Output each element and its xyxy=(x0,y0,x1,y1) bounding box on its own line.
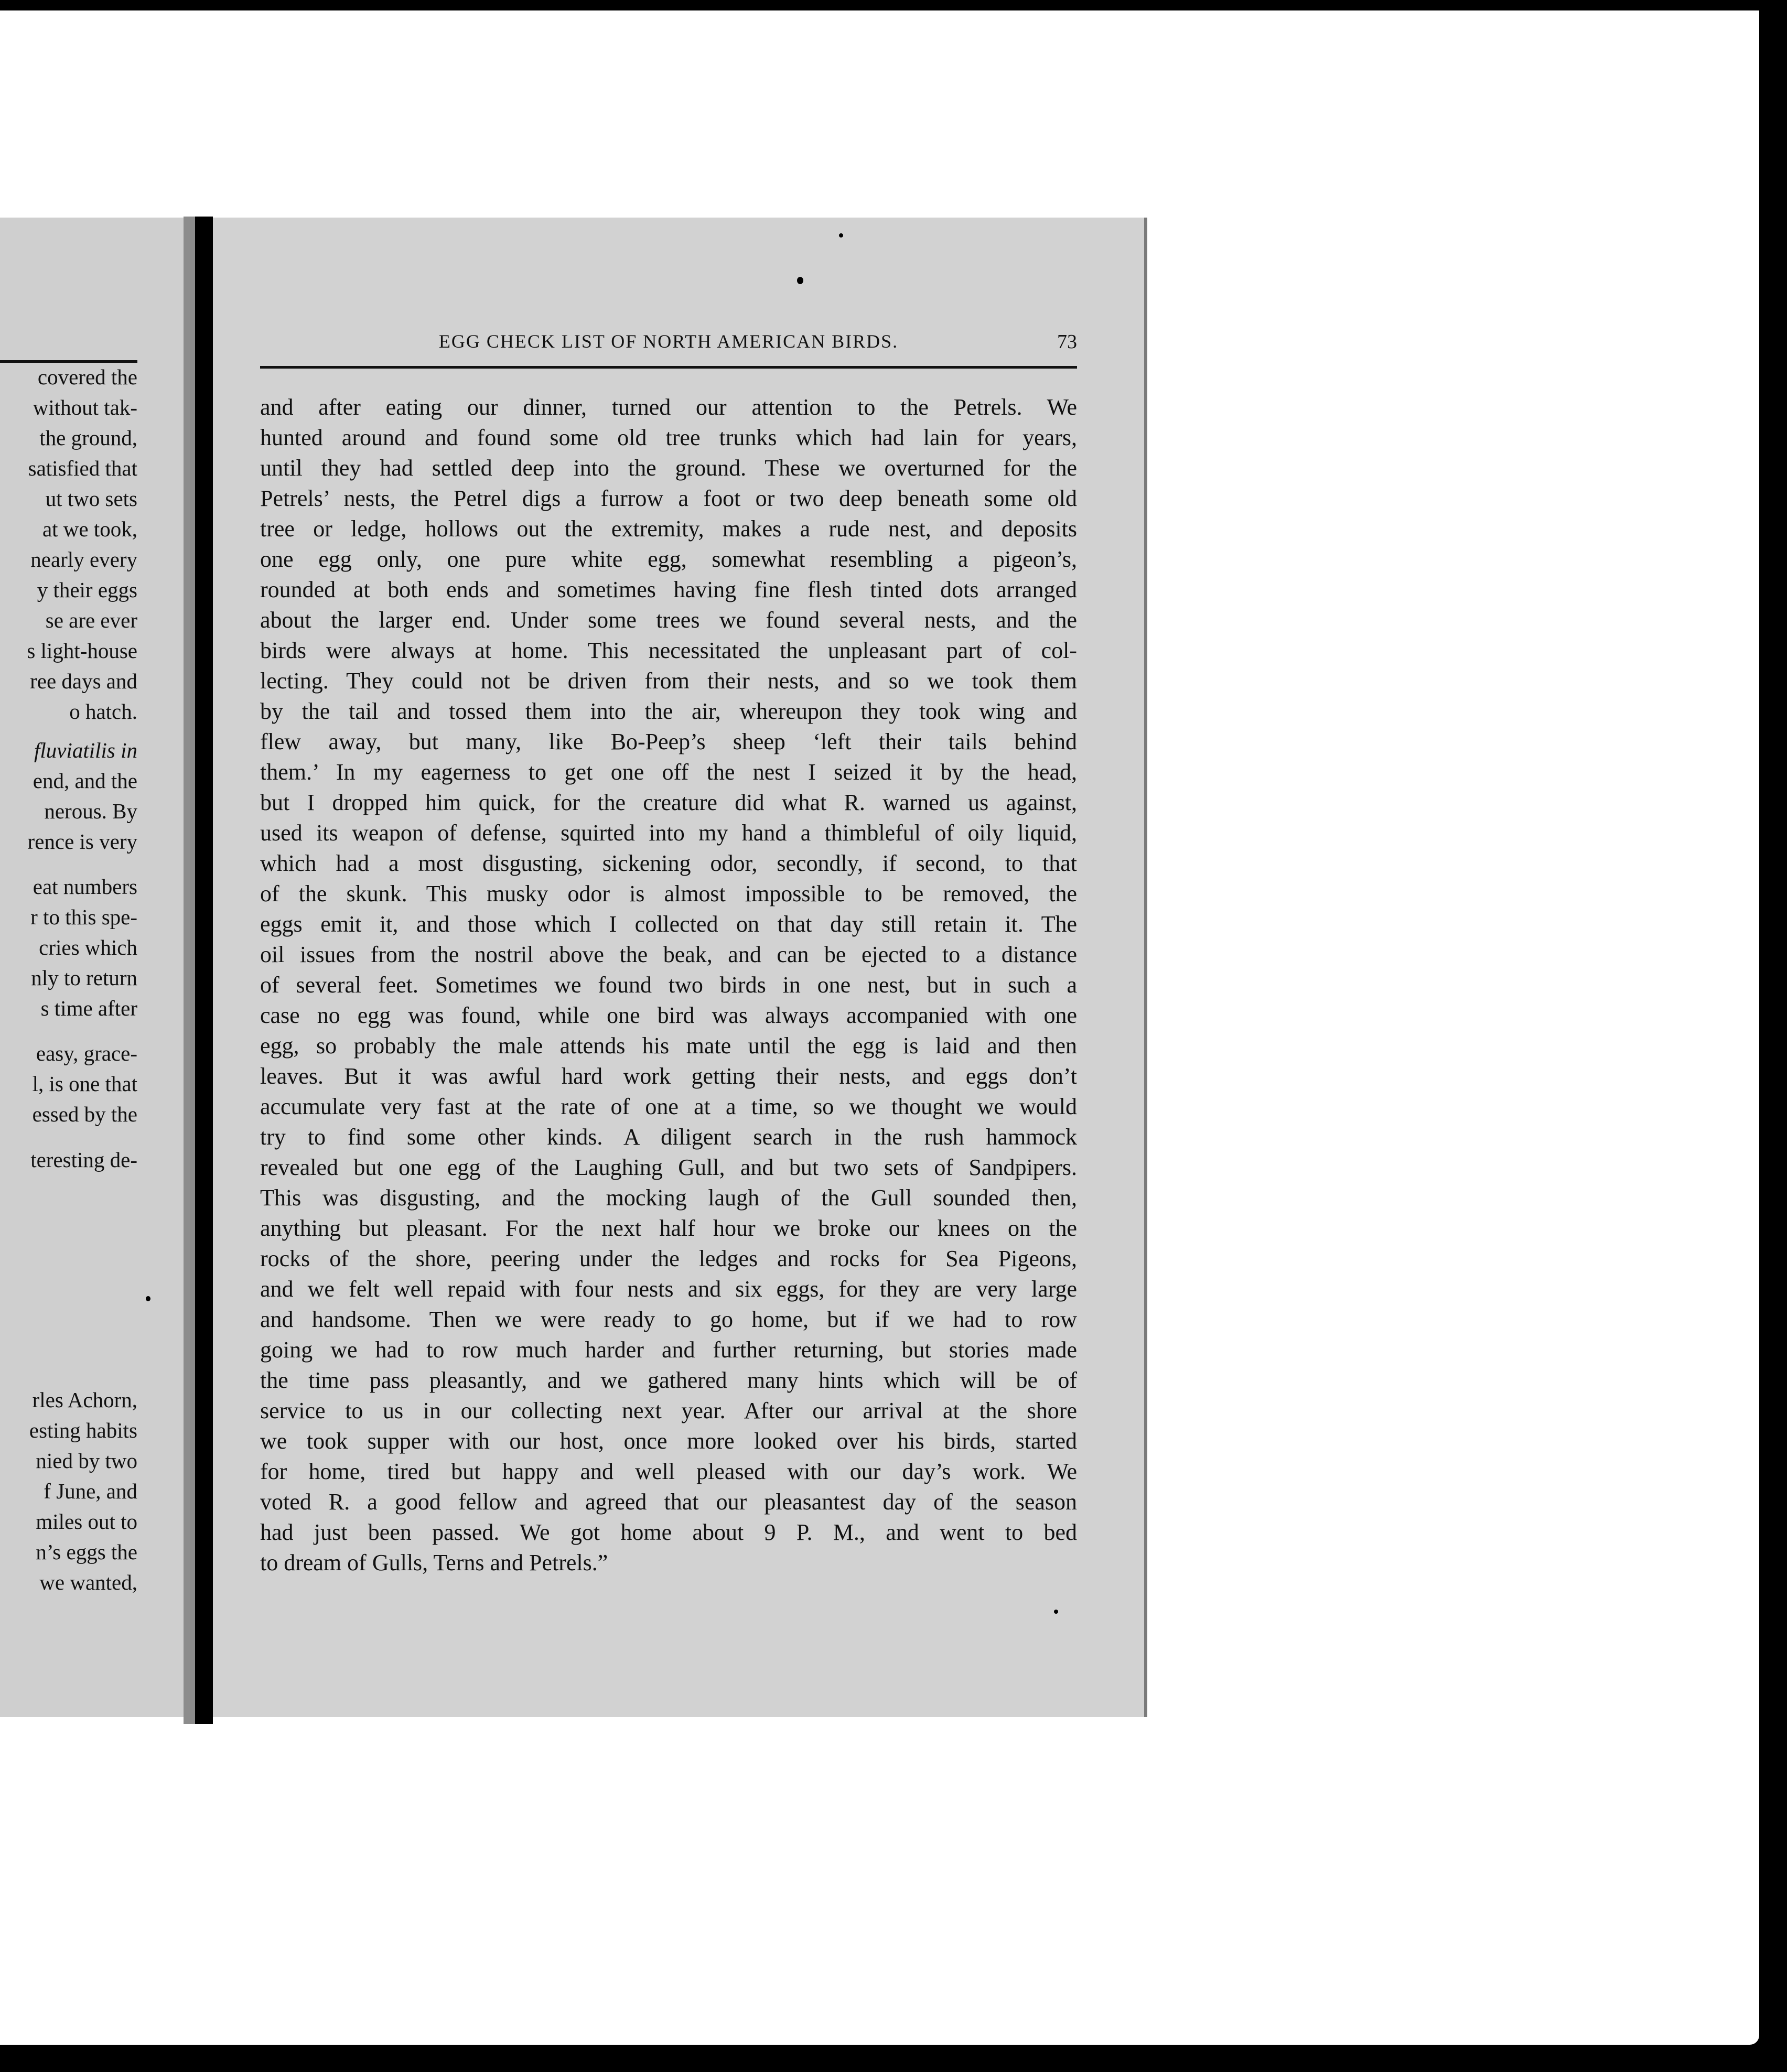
left-header-rule xyxy=(0,360,137,363)
left-page-fragment xyxy=(0,218,184,1717)
text-line: and we felt well repaid with four nests and six eggs, for they are very large xyxy=(260,1276,1077,1302)
left-text-fragment: satisfied that xyxy=(28,456,137,480)
left-text-fragment: easy, grace- xyxy=(36,1041,137,1065)
text-line: by the tail and tossed them into the air, whereupon they took wing and xyxy=(260,698,1077,724)
text-line: eggs emit it, and those which I collected on that day still retain it. The xyxy=(260,911,1077,937)
text-line: try to find some other kinds. A diligent search in the rush hammock xyxy=(260,1124,1077,1150)
left-text-fragment: y their eggs xyxy=(37,578,137,602)
text-line: and after eating our dinner, turned our attention to the Petrels. We xyxy=(260,394,1077,420)
left-text-fragment: rence is very xyxy=(27,829,137,854)
left-text-fragment: miles out to xyxy=(36,1509,137,1534)
right-page xyxy=(213,218,1147,1717)
left-text-fragment: fluviatilis in xyxy=(34,738,137,762)
text-line: case no egg was found, while one bird was always accompanied with one xyxy=(260,1002,1077,1028)
scan-speck xyxy=(949,2059,961,2067)
text-line: leaves. But it was awful hard work getting their nests, and eggs don’t xyxy=(260,1063,1077,1089)
left-text-fragment: cries which xyxy=(39,935,137,959)
left-text-fragment: nied by two xyxy=(36,1449,137,1473)
text-line: we took supper with our host, once more looked over his birds, started xyxy=(260,1428,1077,1454)
text-line: accumulate very fast at the rate of one at a time, so we thought we would xyxy=(260,1094,1077,1119)
text-line: lecting. They could not be driven from their nests, and so we took them xyxy=(260,668,1077,694)
body-text xyxy=(260,392,1077,1578)
left-text-fragment: f June, and xyxy=(44,1479,137,1503)
left-text-fragment: teresting de- xyxy=(30,1148,137,1172)
scan-speck xyxy=(1054,1610,1058,1614)
text-line: anything but pleasant. For the next half hour we broke our knees on the xyxy=(260,1215,1077,1241)
text-line: until they had settled deep into the ground. These we overturned for the xyxy=(260,455,1077,481)
page-header xyxy=(260,330,1077,362)
left-text-fragment: essed by the xyxy=(32,1102,137,1126)
text-line: of several feet. Sometimes we found two birds in one nest, but in such a xyxy=(260,972,1077,998)
text-line: voted R. a good fellow and agreed that our pleasantest day of the season xyxy=(260,1489,1077,1515)
left-text-fragment: ree days and xyxy=(30,669,137,693)
text-line: of the skunk. This musky odor is almost impossible to be removed, the xyxy=(260,881,1077,906)
running-head: EGG CHECK LIST OF NORTH AMERICAN BIRDS. xyxy=(438,331,899,352)
left-text-fragment: ut two sets xyxy=(45,487,137,511)
text-line: to dream of Gulls, Terns and Petrels.” xyxy=(260,1550,608,1575)
book-binding xyxy=(195,217,213,1724)
left-text-fragment: esting habits xyxy=(29,1418,137,1442)
text-line: which had a most disgusting, sickening odor, secondly, if second, to that xyxy=(260,850,1077,876)
scan-speck xyxy=(797,277,803,284)
text-line: for home, tired but happy and well pleased with our day’s work. We xyxy=(260,1459,1077,1484)
left-text-fragment: r to this spe- xyxy=(30,905,137,929)
text-line: and handsome. Then we were ready to go home, but if we had to row xyxy=(260,1307,1077,1332)
left-text-fragment: nerous. By xyxy=(44,799,137,823)
scan-speck xyxy=(970,2063,976,2068)
left-text-fragment: nly to return xyxy=(31,966,137,990)
text-line: Petrels’ nests, the Petrel digs a furrow a foot or two deep beneath some old xyxy=(260,485,1077,511)
text-line: the time pass pleasantly, and we gathered many hints which will be of xyxy=(260,1367,1077,1393)
text-line: them.’ In my eagerness to get one off the nest I seized it by the head, xyxy=(260,759,1077,785)
left-text-fragment: eat numbers xyxy=(33,875,137,899)
left-text-fragment: n’s eggs the xyxy=(36,1540,137,1564)
text-line: egg, so probably the male attends his mate until the egg is laid and then xyxy=(260,1033,1077,1059)
left-text-fragment: covered the xyxy=(37,365,137,389)
text-line: going we had to row much harder and further returning, but stories made xyxy=(260,1337,1077,1363)
left-text-fragment: o hatch. xyxy=(69,699,137,724)
left-text-fragment: without tak- xyxy=(33,395,137,419)
left-text-fragment: nearly every xyxy=(30,547,137,571)
scan-speck xyxy=(839,233,843,238)
text-line: tree or ledge, hollows out the extremity, makes a rude nest, and deposits xyxy=(260,516,1077,542)
left-text-fragment: the ground, xyxy=(39,426,137,450)
left-text-fragment: se are ever xyxy=(45,608,137,632)
binding-shadow xyxy=(184,217,195,1724)
text-line: about the larger end. Under some trees we found several nests, and the xyxy=(260,607,1077,633)
text-line: flew away, but many, like Bo-Peep’s sheep ‘left their tails behind xyxy=(260,729,1077,754)
left-text-fragment: we wanted, xyxy=(39,1570,137,1594)
left-text-fragment: s time after xyxy=(40,996,137,1020)
header-rule xyxy=(260,366,1077,369)
left-text-fragment: l, is one that xyxy=(32,1072,137,1096)
text-line: but I dropped him quick, for the creature did what R. warned us against, xyxy=(260,790,1077,815)
text-line: used its weapon of defense, squirted into my hand a thimbleful of oily liquid, xyxy=(260,820,1077,846)
left-text-fragment: at we took, xyxy=(42,517,137,541)
scan-speck xyxy=(146,1296,150,1301)
page-number: 73 xyxy=(1057,331,1077,353)
text-line: This was disgusting, and the mocking laugh of the Gull sounded then, xyxy=(260,1185,1077,1211)
text-line: birds were always at home. This necessitated the unpleasant part of col- xyxy=(260,638,1077,663)
text-line: had just been passed. We got home about 9 P. M., and went to bed xyxy=(260,1519,1077,1545)
left-text-fragment: rles Achorn, xyxy=(32,1388,137,1412)
text-line: rocks of the shore, peering under the ledges and rocks for Sea Pigeons, xyxy=(260,1246,1077,1271)
left-text-fragment: end, and the xyxy=(33,769,137,793)
text-line: service to us in our collecting next year. After our arrival at the shore xyxy=(260,1398,1077,1423)
left-text-fragment: s light-house xyxy=(27,639,137,663)
text-line: one egg only, one pure white egg, somewhat resembling a pigeon’s, xyxy=(260,546,1077,572)
text-line: rounded at both ends and sometimes having fine flesh tinted dots arranged xyxy=(260,577,1077,602)
text-line: revealed but one egg of the Laughing Gull, and but two sets of Sandpipers. xyxy=(260,1154,1077,1180)
scan-speck xyxy=(198,1385,202,1390)
text-line: oil issues from the nostril above the beak, and can be ejected to a distance xyxy=(260,942,1077,967)
text-line: hunted around and found some old tree trunks which had lain for years, xyxy=(260,425,1077,450)
